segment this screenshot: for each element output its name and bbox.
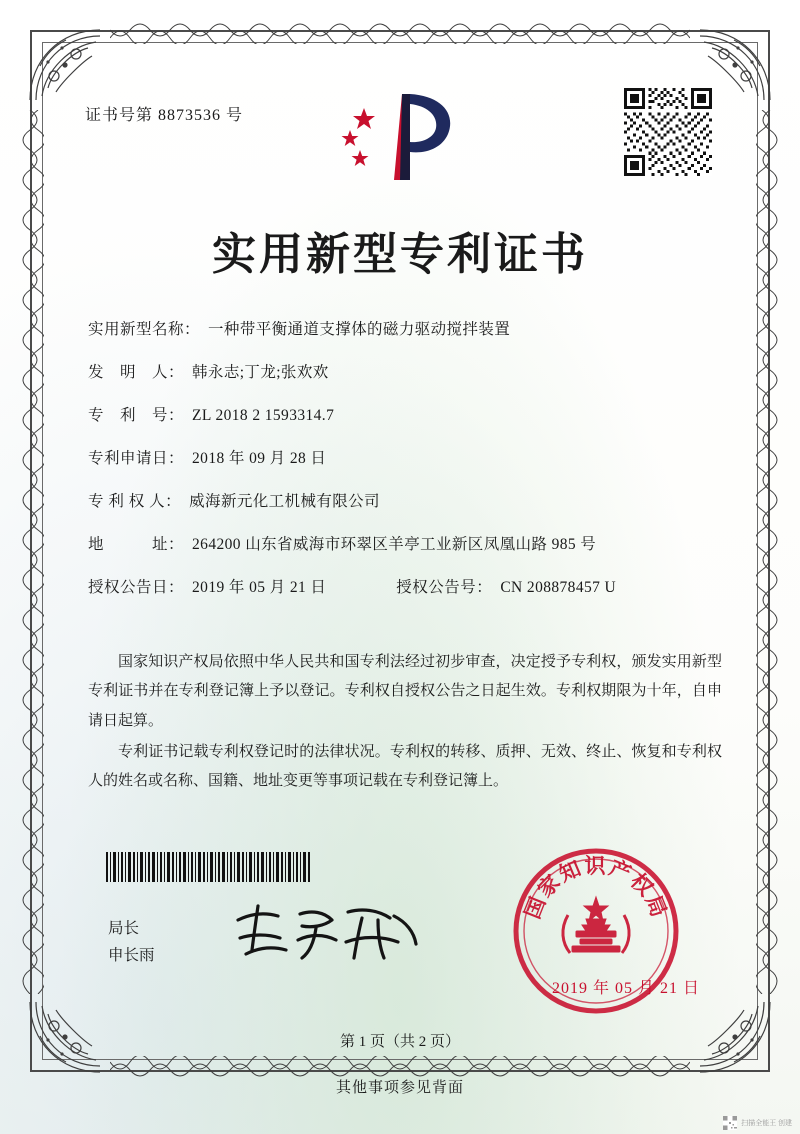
field-label: 专利申请日： — [88, 449, 185, 467]
legal-paragraph-1: 国家知识产权局依照中华人民共和国专利法经过初步审查，决定授予专利权，颁发实用新型专利证书并在专利登记簿上予以登记。专利权自授权公告之日起生效。专利权期限为十年，自申请日起算。 — [88, 654, 722, 729]
scanner-watermark — [723, 1116, 792, 1130]
qr-code — [624, 88, 712, 176]
legal-paragraph-2: 专利证书记载专利权登记时的法律状况。专利权的转移、质押、无效、终止、恢复和专利权人的姓名或名称、国籍、地址变更等事项记载在专利登记簿上。 — [88, 743, 722, 789]
back-note: 其他事项参见背面 — [335, 1080, 464, 1096]
field-label: 专 利 权 人： — [88, 492, 182, 510]
field-row-name — [88, 320, 730, 341]
field-value: 2018 年 09 月 28 日 — [192, 449, 327, 467]
field-list — [88, 320, 730, 620]
signature-role: 局长 — [108, 920, 140, 937]
field-row-patentee — [88, 492, 730, 513]
field-value: 韩永志;丁龙;张欢欢 — [192, 363, 329, 381]
field-value: 264200 山东省威海市环翠区羊亭工业新区凤凰山路 985 号 — [192, 535, 597, 553]
field-row-grant — [88, 578, 730, 599]
field-row-address — [88, 535, 730, 556]
seal-text: 国家知识产权局 — [520, 853, 672, 923]
grant-number-label: 授权公告号： — [396, 578, 493, 596]
field-value: 一种带平衡通道支撑体的磁力驱动搅拌装置 — [208, 321, 511, 338]
signature-name: 申长雨 — [108, 947, 155, 965]
watermark-text: 扫描全能王 创建 — [741, 1119, 792, 1127]
certificate-number: 证书号第 8873536 号 — [85, 107, 244, 124]
grant-date-label: 授权公告日： — [88, 578, 185, 596]
barcode — [106, 852, 312, 882]
field-label: 地 址： — [88, 535, 185, 553]
field-label: 发 明 人： — [88, 363, 185, 381]
field-label: 实用新型名称： — [88, 321, 201, 338]
watermark-qr-icon — [723, 1116, 737, 1130]
seal-date: 2019 年 05 月 21 日 — [551, 980, 700, 997]
signature-handwriting — [228, 898, 428, 968]
signature-block — [108, 915, 155, 969]
field-label: 专 利 号： — [88, 406, 185, 424]
page-title: 实用新型专利证书 — [212, 230, 588, 279]
field-row-application-date — [88, 449, 730, 470]
cnipa-logo-icon — [330, 84, 470, 192]
grant-date-value: 2019 年 05 月 21 日 — [192, 578, 327, 596]
field-row-patent-number — [88, 406, 730, 427]
page-number: 第 1 页（共 2 页） — [339, 1034, 460, 1050]
grant-number-value: CN 208878457 U — [500, 578, 617, 596]
field-value: ZL 2018 2 1593314.7 — [192, 406, 335, 424]
legal-text — [88, 648, 722, 796]
field-value: 威海新元化工机械有限公司 — [189, 492, 380, 510]
field-row-inventor — [88, 363, 730, 384]
